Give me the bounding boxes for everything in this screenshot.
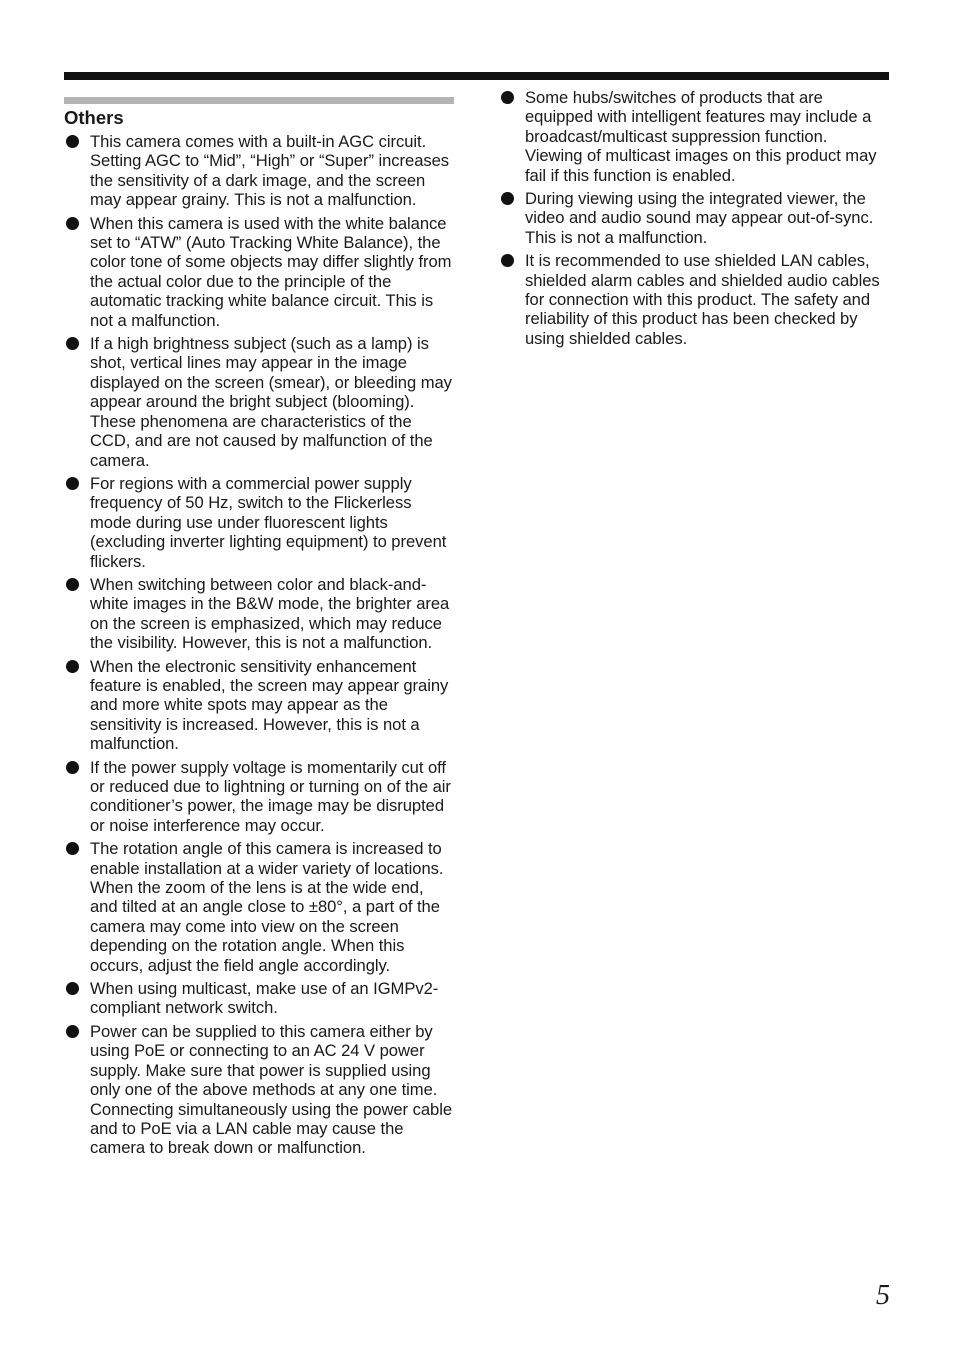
bullet-icon xyxy=(66,135,79,148)
list-item xyxy=(499,251,889,348)
bullet-icon xyxy=(501,192,514,205)
list-item-text: When switching between color and black-and-white images in the B&W mode, the brighter area on the screen is emphasized, which may reduce the visibility. However, this is not a malfunction. xyxy=(90,574,450,653)
list-item xyxy=(64,657,454,754)
list-item xyxy=(64,758,454,836)
list-item-text: Some hubs/switches of products that are equipped with intelligent features may include a broadcast/multicast suppression function. Viewing of multicast images on this product may fail if this function is enabled. xyxy=(525,88,877,185)
list-item-text: Power can be supplied to this camera either by using PoE or connecting to an AC 24 V power supply. Make sure that power is supplied using only one of the above methods at any one time. Connecting simultaneously using the power cable and to PoE via a LAN cable may cause the camera to break down or malfunction. xyxy=(90,1021,453,1158)
list-item-text: If a high brightness subject (such as a lamp) is shot, vertical lines may appear in the image displayed on the screen (smear), or bleeding may appear around the bright subject (blooming). These phenomena are characteristics of the CCD, and are not caused by malfunction of the camera. xyxy=(90,334,452,470)
right-column xyxy=(499,88,889,352)
bullet-icon xyxy=(66,217,79,230)
bullet-icon xyxy=(66,982,79,995)
bullet-icon xyxy=(66,761,79,774)
list-item xyxy=(64,979,454,1018)
bullet-icon xyxy=(66,337,79,350)
left-column xyxy=(64,88,454,1162)
list-item xyxy=(64,839,454,975)
bullet-icon xyxy=(501,254,514,267)
section-heading: Others xyxy=(64,107,124,128)
list-item xyxy=(64,575,454,653)
bullet-icon xyxy=(66,660,79,673)
bullet-icon xyxy=(501,91,514,104)
list-item xyxy=(64,1022,454,1158)
list-item-text: During viewing using the integrated viewer, the video and audio sound may appear out-of-sync. This is not a malfunction. xyxy=(525,189,874,247)
bullet-icon xyxy=(66,842,79,855)
list-item xyxy=(64,334,454,470)
bullet-icon xyxy=(66,477,79,490)
left-bullet-list xyxy=(64,132,454,1158)
list-item-text: For regions with a commercial power supply frequency of 50 Hz, switch to the Flickerless mode during use under fluorescent lights (excluding inverter lighting equipment) to prevent flickers. xyxy=(90,473,447,571)
list-item-text: When this camera is used with the white balance set to “ATW” (Auto Tracking White Balance), the color tone of some objects may differ slightly from the actual color due to the principle of the automatic tracking white balance circuit. This is not a malfunction. xyxy=(90,213,452,330)
list-item-text: When using multicast, make use of an IGMPv2-compliant network switch. xyxy=(90,979,439,1018)
list-item-text: This camera comes with a built-in AGC circuit. Setting AGC to “Mid”, “High” or “Super” increases the sensitivity of a dark image, and the screen may appear grainy. This is not a malfunction. xyxy=(90,132,450,210)
list-item xyxy=(499,189,889,247)
list-item-text: When the electronic sensitivity enhancement feature is enabled, the screen may appear grainy and more white spots may appear as the sensitivity is increased. However, this is not a malfunction. xyxy=(90,656,449,754)
bullet-icon xyxy=(66,1025,79,1038)
bullet-icon xyxy=(66,578,79,591)
list-item-text: The rotation angle of this camera is increased to enable installation at a wider variety of locations. When the zoom of the lens is at the wide end, and tilted at an angle close to ±80°, a part of the camera may come into view on the screen depending on the rotation angle. When this occurs, adjust the field angle accordingly. xyxy=(90,839,444,975)
section-bar xyxy=(64,97,454,104)
list-item xyxy=(64,132,454,210)
list-item xyxy=(64,474,454,571)
page-number: 5 xyxy=(876,1280,890,1311)
right-bullet-list xyxy=(499,88,889,348)
list-item-text: If the power supply voltage is momentarily cut off or reduced due to lightning or turning on of the air conditioner’s power, the image may be disrupted or noise interference may occur. xyxy=(90,757,451,835)
top-rule xyxy=(64,72,889,80)
list-item xyxy=(64,214,454,330)
list-item-text: It is recommended to use shielded LAN cables, shielded alarm cables and shielded audio cables for connection with this product. The safety and reliability of this product has been checked by using shielded cables. xyxy=(525,251,880,348)
list-item xyxy=(499,88,889,185)
